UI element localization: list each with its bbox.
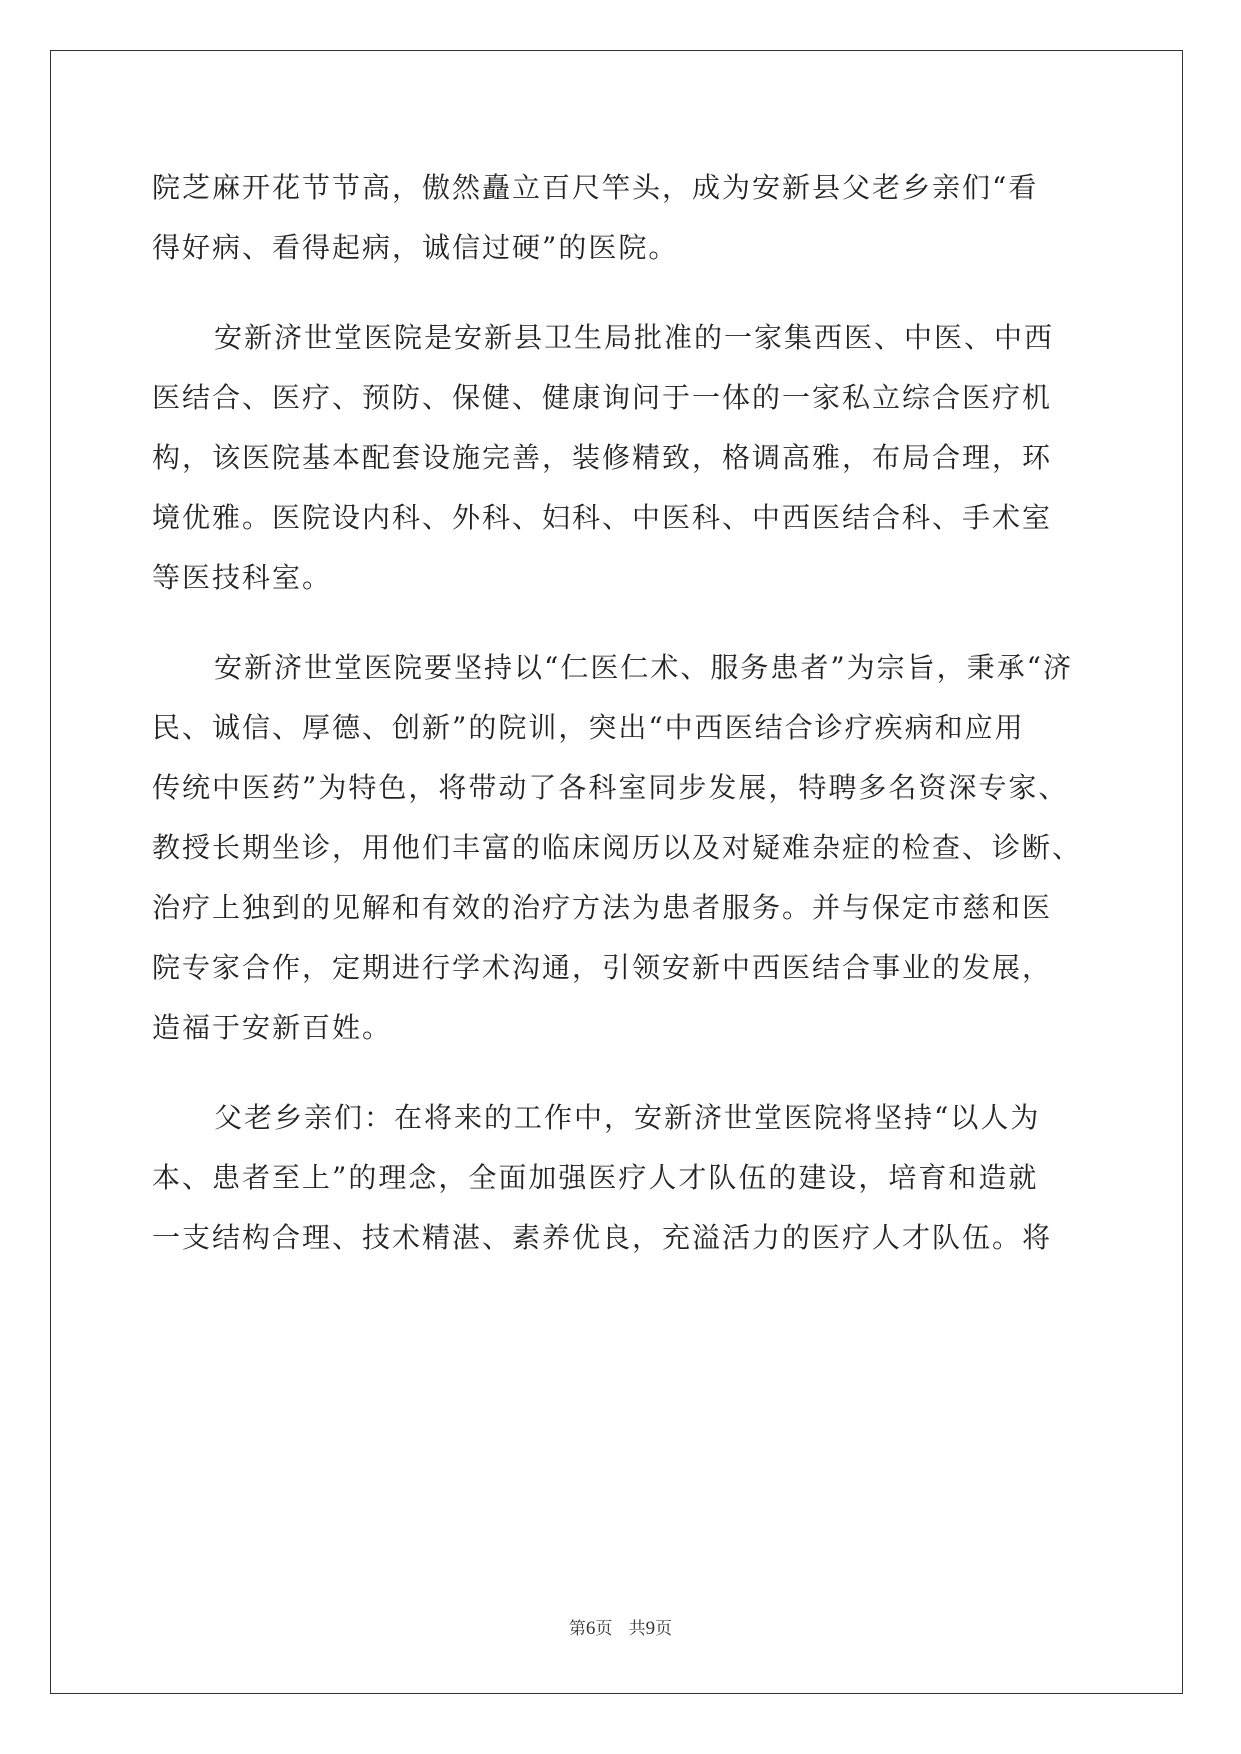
text-line: 造福于安新百姓。	[152, 1011, 393, 1044]
text-line: 本、患者至上”的理念，全面加强医疗人才队伍的建设，培育和造就	[152, 1161, 1039, 1194]
text-line: 得好病、看得起病，诚信过硬”的医院。	[152, 231, 679, 264]
text-line: 构，该医院基本配套设施完善，装修精致，格调高雅，布局合理，环	[152, 441, 1053, 474]
page-number-prefix: 第	[568, 1619, 586, 1639]
total-pages-suffix: 页	[655, 1619, 673, 1639]
paragraph-start-line: 安新济世堂医院是安新县卫生局批准的一家集西医、中医、中西	[214, 321, 1055, 354]
text-line: 院专家合作，定期进行学术沟通，引领安新中西医结合事业的发展，	[152, 951, 1053, 984]
text-line: 传统中医药”为特色，将带动了各科室同步发展，特聘多名资深专家、	[152, 771, 1069, 804]
text-line: 民、诚信、厚德、创新”的院训，突出“中西医结合诊疗疾病和应用	[152, 711, 1025, 744]
paragraph-start-line: 安新济世堂医院要坚持以“仁医仁术、服务患者”为宗旨，秉承“济	[214, 651, 1073, 684]
text-line: 院芝麻开花节节高，傲然矗立百尺竿头，成为安新县父老乡亲们“看	[152, 171, 1039, 204]
page-number-suffix: 页	[595, 1619, 613, 1639]
current-page-number: 6	[585, 1618, 596, 1639]
text-line: 等医技科室。	[152, 561, 333, 594]
page-footer	[0, 1614, 1241, 1640]
text-line: 境优雅。医院设内科、外科、妇科、中医科、中西医结合科、手术室	[152, 501, 1053, 534]
total-pages-number: 9	[645, 1618, 656, 1639]
text-line: 医结合、医疗、预防、保健、健康询问于一体的一家私立综合医疗机	[152, 381, 1053, 414]
text-line: 治疗上独到的见解和有效的治疗方法为患者服务。并与保定市慈和医	[152, 891, 1053, 924]
text-line: 一支结构合理、技术精湛、素养优良，充溢活力的医疗人才队伍。将	[152, 1221, 1053, 1254]
text-line: 教授长期坐诊，用他们丰富的临床阅历以及对疑难杂症的检查、诊断、	[152, 831, 1083, 864]
total-pages-prefix: 共	[628, 1619, 646, 1639]
page-border	[50, 50, 1183, 1694]
paragraph-start-line: 父老乡亲们：在将来的工作中，安新济世堂医院将坚持“以人为	[214, 1101, 1041, 1134]
